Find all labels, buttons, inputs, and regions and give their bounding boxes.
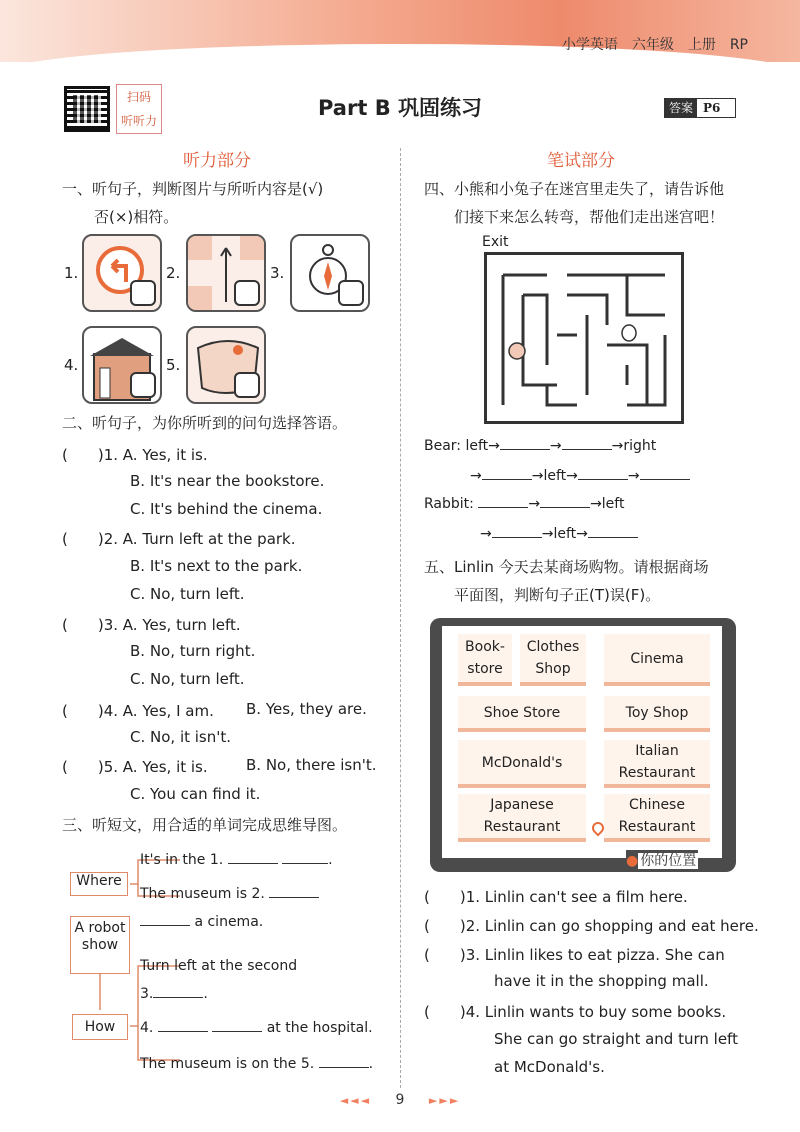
q2-item5-c: C. You can find it. <box>130 785 261 803</box>
blank-2a[interactable] <box>269 897 319 898</box>
q5-line2: 平面图，判断句子正(T)误(F)。 <box>454 586 661 604</box>
q2-item3-b: B. No, turn right. <box>130 642 256 660</box>
mind-line3: Turn left at the second <box>140 958 298 974</box>
arrow: → <box>528 496 541 512</box>
mind-line1-text: It's in the 1. <box>140 852 224 868</box>
rabbit-label: Rabbit: <box>424 496 474 512</box>
mind-line5: The museum is on the 5. . <box>140 1056 374 1072</box>
picture-compass <box>290 234 370 312</box>
bear-blank-4[interactable] <box>578 479 628 480</box>
blank-4b[interactable] <box>212 1031 262 1032</box>
q2-item3-c: C. No, turn left. <box>130 670 245 688</box>
q4-line2: 们接下来怎么转弯，帮他们走出迷宫吧！ <box>454 208 725 226</box>
q2-item4-a[interactable]: ( )4. A. Yes, I am. <box>62 702 214 720</box>
q5-item4-cont2: at McDonald's. <box>494 1058 605 1076</box>
shop-shoe-store: Shoe Store <box>458 696 586 732</box>
pic-num-3: 3. <box>270 264 285 282</box>
page-number: 9 <box>395 1092 405 1108</box>
q2-item3-a[interactable]: ( )3. A. Yes, turn left. <box>62 616 241 634</box>
picture-cinema-building <box>82 326 162 404</box>
bear-blank-3[interactable] <box>482 479 532 480</box>
rabbit-left-2: →left→ <box>541 526 588 542</box>
mall-inner <box>442 626 722 858</box>
answer-box-5[interactable] <box>234 372 260 398</box>
q5-item3[interactable]: ( )3. Linlin likes to eat pizza. She can <box>424 946 725 964</box>
blank-5[interactable] <box>319 1067 369 1068</box>
q2-item2-c: C. No, turn left. <box>130 585 245 603</box>
mind-line2 <box>140 886 319 902</box>
rabbit-line1 <box>424 496 624 512</box>
q1-line2: 否(×)相符。 <box>94 208 179 226</box>
q2-item5-b: B. No, there isn't. <box>246 756 377 774</box>
bear-line2 <box>470 468 690 484</box>
maze <box>484 252 684 424</box>
q2-item1-a[interactable]: ( )1. A. Yes, it is. <box>62 446 208 464</box>
q2-item2-a[interactable]: ( )2. A. Turn left at the park. <box>62 530 296 548</box>
q2-item4-c: C. No, it isn't. <box>130 728 232 746</box>
you-are-here-label <box>626 850 698 870</box>
picture-turn-left <box>82 234 162 312</box>
rabbit-blank-4[interactable] <box>588 537 638 538</box>
mind-line4b-text: at the hospital. <box>266 1020 373 1036</box>
pic-num-2: 2. <box>166 264 181 282</box>
q5-item1[interactable]: ( )1. Linlin can't see a film here. <box>424 888 688 906</box>
rabbit-icon <box>622 325 636 341</box>
you-are-here-text: 你的位置 <box>640 853 697 869</box>
blank-3[interactable] <box>153 997 203 998</box>
listening-section-title: 听力部分 <box>183 151 251 171</box>
bear-left: →left→ <box>531 468 578 484</box>
rabbit-blank-1[interactable] <box>478 507 528 508</box>
answer-page: P6 <box>703 101 721 115</box>
mind-line3b: 3. . <box>140 986 208 1002</box>
mind-line4-text: 4. <box>140 1020 154 1036</box>
pic-num-1: 1. <box>64 264 79 282</box>
location-pin-icon: ● <box>626 853 639 869</box>
q2-title: 二、听句子，为你所听到的问句选择答语。 <box>62 414 348 432</box>
answer-label: 答案 <box>665 99 697 117</box>
page-footer <box>0 1092 800 1108</box>
q2-item1-b: B. It's near the bookstore. <box>130 472 325 490</box>
q3-title: 三、听短文，用合适的单词完成思维导图。 <box>62 816 348 834</box>
bear-label: Bear: left→ <box>424 438 500 454</box>
q5-item2[interactable]: ( )2. Linlin can go shopping and eat here. <box>424 917 759 935</box>
shop-clothes: Clothes Shop <box>520 634 586 686</box>
mind-center: A robot show <box>70 916 130 974</box>
mind-line1: It's in the 1. . <box>140 852 333 868</box>
blank-2b[interactable] <box>140 925 190 926</box>
mind-line3b-text: 3. <box>140 986 154 1002</box>
answer-box-4[interactable] <box>130 372 156 398</box>
writing-section-title: 笔试部分 <box>547 151 615 171</box>
bear-icon <box>509 343 525 359</box>
left-arrows-icon: ◄◄◄ <box>339 1094 372 1107</box>
blank-4a[interactable] <box>158 1031 208 1032</box>
rabbit-blank-2[interactable] <box>540 507 590 508</box>
mind-line2b <box>140 914 263 930</box>
bear-blank-5[interactable] <box>640 479 690 480</box>
shop-cinema: Cinema <box>604 634 710 686</box>
q2-item1-c: C. It's behind the cinema. <box>130 500 323 518</box>
shop-italian: Italian Restaurant <box>604 740 710 788</box>
picture-map <box>186 326 266 404</box>
mind-line4 <box>140 1020 373 1036</box>
mind-line2-text: The museum is 2. <box>140 886 265 902</box>
q4-line1: 四、小熊和小兔子在迷宫里走失了，请告诉他 <box>424 180 725 198</box>
bear-right: →right <box>611 438 657 454</box>
arrow: → <box>549 438 562 454</box>
blank-1b[interactable] <box>282 863 328 864</box>
mind-line5-text: The museum is on the 5. <box>140 1056 315 1072</box>
bear-blank-1[interactable] <box>500 449 550 450</box>
right-arrows-icon: ►►► <box>428 1094 461 1107</box>
maze-exit-label: Exit <box>482 234 509 250</box>
q1-line1: 一、听句子，判断图片与所听内容是(√) <box>62 180 324 198</box>
mall-floor-plan <box>430 618 736 872</box>
mind-where: Where <box>70 872 128 896</box>
mind-how: How <box>72 1014 128 1040</box>
shop-mcdonalds: McDonald's <box>458 740 586 788</box>
maze-walls <box>487 255 681 421</box>
arrow: → <box>470 468 482 484</box>
bear-blank-2[interactable] <box>562 449 612 450</box>
shop-bookstore: Book-store <box>458 634 512 686</box>
rabbit-blank-3[interactable] <box>492 537 542 538</box>
shop-japanese: Japanese Restaurant <box>458 794 586 842</box>
arrow: → <box>627 468 640 484</box>
arrow: → <box>480 526 492 542</box>
answer-box-2[interactable] <box>234 280 260 306</box>
q5-item3-cont: have it in the shopping mall. <box>494 972 709 990</box>
blank-1a[interactable] <box>228 863 278 864</box>
shop-chinese: Chinese Restaurant <box>604 794 710 842</box>
pic-num-4: 4. <box>64 356 79 374</box>
q5-item4-cont1: She can go straight and turn left <box>494 1030 738 1048</box>
answer-badge <box>664 98 736 118</box>
mind-line2b-text: a cinema. <box>194 914 264 930</box>
q2-item5-a[interactable]: ( )5. A. Yes, it is. <box>62 758 208 776</box>
pic-num-5: 5. <box>166 356 181 374</box>
column-divider <box>400 148 401 1088</box>
bear-line1 <box>424 438 656 454</box>
answer-box-3[interactable] <box>338 280 364 306</box>
answer-box-1[interactable] <box>130 280 156 306</box>
series-label: 小学英语 六年级 上册 RP <box>561 37 748 53</box>
page-title: Part B 巩固练习 <box>317 96 483 120</box>
picture-go-straight <box>186 234 266 312</box>
scan-line2: 听听力 <box>120 114 157 128</box>
q2-item2-b: B. It's next to the park. <box>130 557 303 575</box>
shop-toy-shop: Toy Shop <box>604 696 710 732</box>
rabbit-line2 <box>480 526 638 542</box>
q2-item4-b: B. Yes, they are. <box>246 700 367 718</box>
rabbit-left: →left <box>590 496 625 512</box>
scan-line1: 扫码 <box>126 90 151 104</box>
q5-line1: 五、Linlin 今天去某商场购物。请根据商场 <box>424 558 709 576</box>
q5-item4[interactable]: ( )4. Linlin wants to buy some books. <box>424 1003 727 1021</box>
